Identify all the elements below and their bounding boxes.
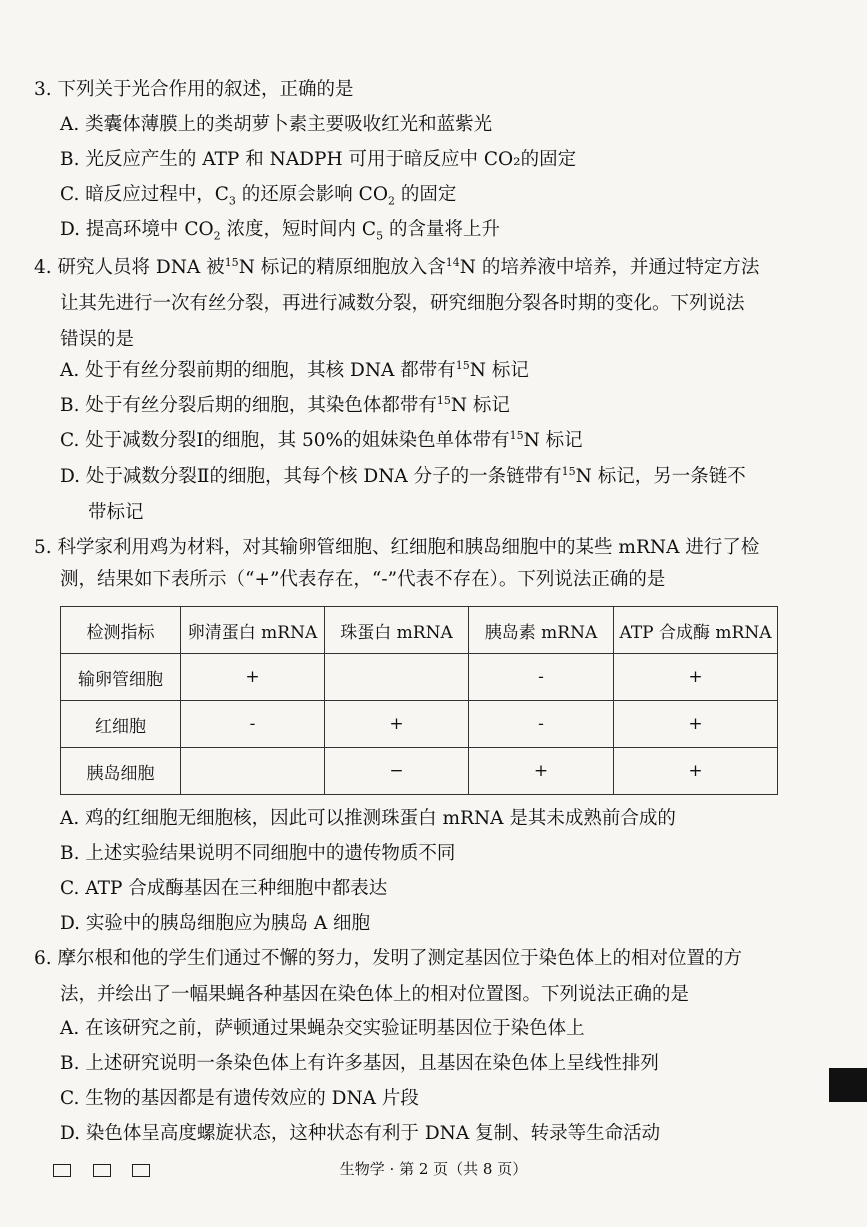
q4-option-d-line-2: 带标记: [88, 502, 144, 523]
q6-option-d: D. 染色体呈高度螺旋状态，这种状态有利于 DNA 复制、转录等生命活动: [60, 1123, 661, 1144]
q6-stem: 6. 摩尔根和他的学生们通过不懈的努力，发明了测定基因位于染色体上的相对位置的方: [34, 948, 743, 969]
q6-option-a: A. 在该研究之前，萨顿通过果蝇杂交实验证明基因位于染色体上: [60, 1018, 585, 1039]
mrna-detection-table: [60, 606, 778, 795]
page-footer: 生物学 · 第 2 页（共 8 页）: [339, 1160, 528, 1178]
q4-stem: 4. 研究人员将 DNA 被$^{15}$N 标记的精原细胞放入含$^{14}$N 的培养液中培养，并通过特定方法: [34, 255, 760, 278]
q3-stem: 3. 下列关于光合作用的叙述，正确的是: [34, 79, 354, 100]
q5-stem-line-2: 测，结果如下表所示（“+”代表存在，“-”代表不存在）。下列说法正确的是: [60, 569, 666, 590]
q3-option-d: D. 提高环境中 $CO_2$ 浓度，短时间内 $C_5$ 的含量将上升: [60, 219, 500, 243]
table-cell: +: [614, 654, 778, 701]
q6-option-c: C. 生物的基因都是有遗传效应的 DNA 片段: [60, 1088, 419, 1109]
q4-option-d: D. 处于减数分裂Ⅱ的细胞，其每个核 DNA 分子的一条链带有$^{15}$N 标记，另一条链不: [60, 464, 746, 487]
q6-option-b: B. 上述研究说明一条染色体上有许多基因，且基因在染色体上呈线性排列: [60, 1053, 659, 1074]
q3-option-a: A. 类囊体薄膜上的类胡萝卜素主要吸收红光和蓝紫光: [60, 114, 493, 135]
table-cell: 胰岛细胞: [61, 748, 181, 795]
table-header-cell: 检测指标: [61, 607, 181, 654]
table-header-row: [61, 607, 778, 654]
q3-option-c: C. 暗反应过程中，$C_3$ 的还原会影响 $CO_2$ 的固定: [60, 184, 457, 208]
q4-option-c: C. 处于减数分裂Ⅰ的细胞，其 50%的姐妹染色单体带有$^{15}$N 标记: [60, 428, 583, 451]
table-cell: −: [325, 748, 469, 795]
table-cell: +: [325, 701, 469, 748]
q3-option-b: B. 光反应产生的 ATP 和 NADPH 可用于暗反应中 CO₂的固定: [60, 149, 577, 170]
table-cell: -: [181, 701, 325, 748]
table-cell: +: [181, 654, 325, 701]
table-row: [61, 748, 778, 795]
q4-option-b: B. 处于有丝分裂后期的细胞，其染色体都带有$^{15}$N 标记: [60, 393, 510, 416]
table-row: [61, 654, 778, 701]
q6-stem-line-2: 法，并绘出了一幅果蝇各种基因在染色体上的相对位置图。下列说法正确的是: [60, 984, 690, 1005]
table-row: [61, 701, 778, 748]
q5-option-c: C. ATP 合成酶基因在三种细胞中都表达: [60, 878, 388, 899]
table-cell: -: [469, 701, 614, 748]
q4-option-a: A. 处于有丝分裂前期的细胞，其核 DNA 都带有$^{15}$N 标记: [60, 358, 529, 381]
q5-option-a: A. 鸡的红细胞无细胞核，因此可以推测珠蛋白 mRNA 是其未成熟前合成的: [60, 808, 676, 829]
table-header-cell: 卵清蛋白 mRNA: [181, 607, 325, 654]
table-header-cell: ATP 合成酶 mRNA: [614, 607, 778, 654]
table-cell: [325, 654, 469, 701]
table-cell: -: [469, 654, 614, 701]
table-cell: +: [614, 701, 778, 748]
table-header-cell: 胰岛素 mRNA: [469, 607, 614, 654]
table-cell: +: [614, 748, 778, 795]
q5-option-b: B. 上述实验结果说明不同细胞中的遗传物质不同: [60, 843, 456, 864]
table-cell: 输卵管细胞: [61, 654, 181, 701]
q4-stem-line-2: 让其先进行一次有丝分裂，再进行减数分裂，研究细胞分裂各时期的变化。下列说法: [60, 293, 745, 314]
table-cell: +: [469, 748, 614, 795]
q5-option-d: D. 实验中的胰岛细胞应为胰岛 A 细胞: [60, 913, 371, 934]
q4-stem-line-3: 错误的是: [60, 329, 135, 350]
table-cell: [181, 748, 325, 795]
table-cell: 红细胞: [61, 701, 181, 748]
edge-marker: [829, 1068, 867, 1102]
table-header-cell: 珠蛋白 mRNA: [325, 607, 469, 654]
q5-stem: 5. 科学家利用鸡为材料，对其输卵管细胞、红细胞和胰岛细胞中的某些 mRNA 进行了检: [34, 537, 760, 558]
